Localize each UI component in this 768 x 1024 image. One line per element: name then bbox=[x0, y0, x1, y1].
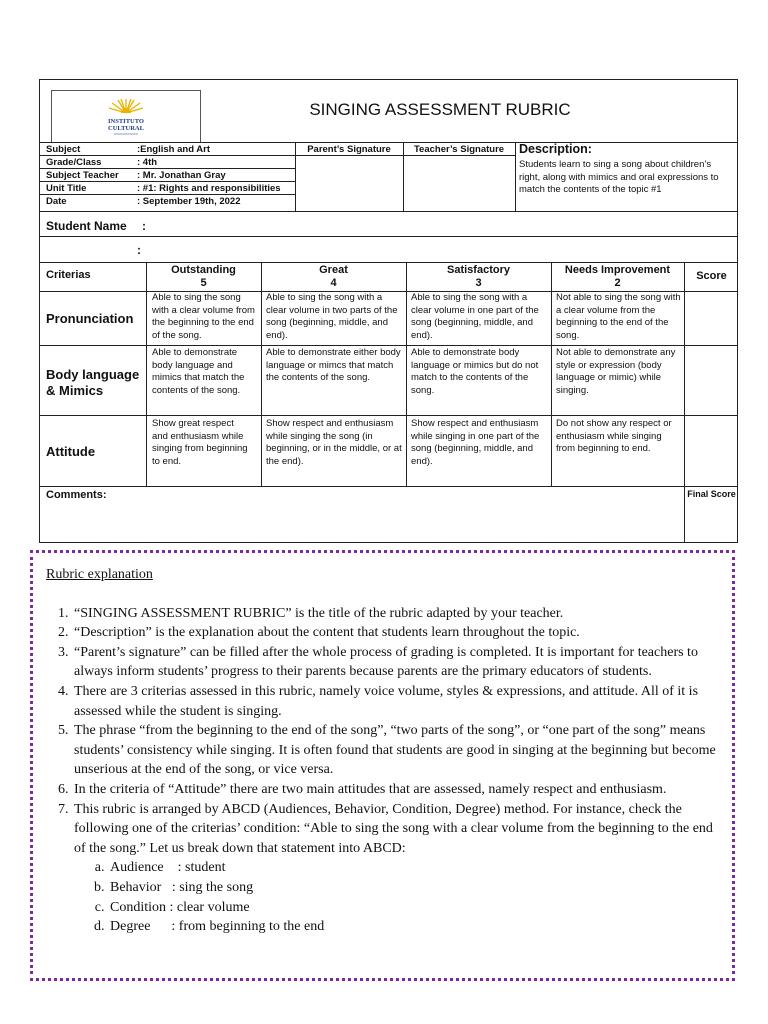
list-item: 6. In the criteria of “Attitude” there are two main attitudes that are assessed, namely respect and enthusiasm. bbox=[72, 780, 726, 800]
description-text: Students learn to sing a song about children’s right, along with mimics and oral expressions to match the contents of the topic #1 bbox=[519, 159, 719, 195]
description-label: Description: bbox=[519, 142, 592, 156]
cell-pronunciation-4: Able to sing the song with a clear volume in two parts of the song (beginning, middle, and end). bbox=[266, 292, 398, 341]
subject-label: Subject bbox=[46, 144, 81, 155]
col-great: Great 4 bbox=[319, 264, 348, 289]
info-grade bbox=[46, 157, 158, 168]
cell-attitude-3: Show respect and enthusiasm while singing in one part of the song (beginning, middle, and end). bbox=[411, 418, 540, 467]
rubric-explanation-box bbox=[30, 550, 735, 981]
list-item: 7. This rubric is arranged by ABCD (Audiences, Behavior, Condition, Degree) method. For instance, check the following one of the criterias’ condition: “Able to sing the song with a clear volume from the beginning to the end of the song.” Let us break down that statement into ABCD: a. Audience : student b. Behavior : sing the song c. Condition : clear volume d. Degree : from beginning to the end bbox=[72, 800, 726, 937]
col-satisfactory: Satisfactory 3 bbox=[447, 264, 510, 289]
abcd-item: d. Degree : from beginning to the end bbox=[108, 917, 726, 937]
cell-pronunciation-2: Not able to sing the song with a clear volume from the beginning to the end of the song. bbox=[556, 292, 681, 341]
list-item: 4. There are 3 criterias assessed in this rubric, namely voice volume, styles & expressions, and attitude. All of it is assessed while the student is singing. bbox=[72, 682, 726, 721]
list-item: 1. “SINGING ASSESSMENT RUBRIC” is the title of the rubric adapted by your teacher. bbox=[72, 604, 726, 624]
cell-pronunciation-3: Able to sing the song with a clear volume in one part of the song (beginning, middle, and end). bbox=[411, 292, 539, 341]
student-name-label: Student Name : bbox=[46, 219, 147, 233]
cell-body-language-2: Not able to demonstrate any style or expression (body language or mimic) while singing. bbox=[556, 347, 676, 396]
cell-pronunciation-5: Able to sing the song with a clear volume from the beginning to the end of the song. bbox=[152, 292, 255, 341]
rubric-table bbox=[39, 79, 738, 543]
cell-attitude-2: Do not show any respect or enthusiasm while singing from beginning to end. bbox=[556, 418, 672, 454]
abcd-list bbox=[74, 858, 726, 936]
rubric-title: SINGING ASSESSMENT RUBRIC bbox=[309, 100, 571, 119]
teachers-signature-label: Teacher’s Signature bbox=[413, 144, 505, 155]
cell-attitude-5: Show great respect and enthusiasm while singing from beginning to end. bbox=[152, 418, 248, 467]
teacher-label: Subject Teacher bbox=[46, 170, 119, 181]
parents-signature-label: Parent’s Signature bbox=[307, 144, 391, 155]
info-subject bbox=[46, 144, 211, 155]
row-label-attitude: Attitude bbox=[46, 444, 96, 459]
unit-value: : #1: Rights and responsibilities bbox=[137, 183, 281, 194]
info-teacher bbox=[46, 170, 226, 181]
list-item: 2. “Description” is the explanation about the content that students learn throughout the topic. bbox=[72, 623, 726, 643]
col-needs-improvement: Needs Improvement 2 bbox=[564, 264, 671, 289]
row-label-pronunciation: Pronunciation bbox=[46, 311, 134, 326]
date-label: Date bbox=[46, 196, 67, 207]
cell-body-language-4: Able to demonstrate either body language or mimcs that match the contents of the song. bbox=[266, 347, 401, 383]
svg-text:INSTITUTO: INSTITUTO bbox=[107, 118, 145, 125]
info-date bbox=[46, 196, 241, 207]
comments-label: Comments: bbox=[46, 489, 107, 501]
info-unit bbox=[46, 183, 281, 194]
score-header: Score bbox=[696, 270, 727, 282]
cell-body-language-3: Able to demonstrate body language or mimics but do not match to the contents of the song. bbox=[411, 347, 539, 396]
col-outstanding: Outstanding 5 bbox=[171, 264, 236, 289]
cell-attitude-4: Show respect and enthusiasm while singing the song (in beginning, or in the middle, or at the end). bbox=[266, 418, 402, 467]
grade-label: Grade/Class bbox=[46, 157, 102, 168]
svg-text:CULTURAL: CULTURAL bbox=[108, 125, 144, 132]
teacher-value: : Mr. Jonathan Gray bbox=[137, 170, 226, 181]
school-logo bbox=[51, 90, 201, 143]
abcd-item: c. Condition : clear volume bbox=[108, 898, 726, 918]
cell-body-language-5: Able to demonstrate body language and mimics that match the contents of the song. bbox=[152, 347, 245, 396]
abcd-item: b. Behavior : sing the song bbox=[108, 878, 726, 898]
sun-logo-icon bbox=[52, 91, 200, 142]
student-name-colon-2: : bbox=[137, 243, 141, 257]
explanation-title: Rubric explanation bbox=[46, 567, 153, 582]
list-item: 3. “Parent’s signature” can be filled after the whole process of grading is completed. It is important for teachers to always inform students’ progress to their parents because parents are the primary educators of students. bbox=[72, 643, 726, 682]
grade-value: : 4th bbox=[137, 157, 158, 168]
final-score-label: Final Score bbox=[687, 489, 736, 499]
abcd-item: a. Audience : student bbox=[108, 858, 726, 878]
row-label-body-language: Body language & Mimics bbox=[46, 367, 140, 398]
criterias-header: Criterias bbox=[46, 269, 91, 281]
explanation-list bbox=[46, 604, 726, 937]
subject-value: :English and Art bbox=[137, 144, 211, 155]
list-item: 5. The phrase “from the beginning to the end of the song”, “two parts of the song”, or “one part of the song” means students’ consistency while singing. It is often found that students are good in singing at the beginning but become unserious at the end of the song, or vice versa. bbox=[72, 721, 726, 780]
unit-label: Unit Title bbox=[46, 183, 87, 194]
date-value: : September 19th, 2022 bbox=[137, 196, 241, 207]
